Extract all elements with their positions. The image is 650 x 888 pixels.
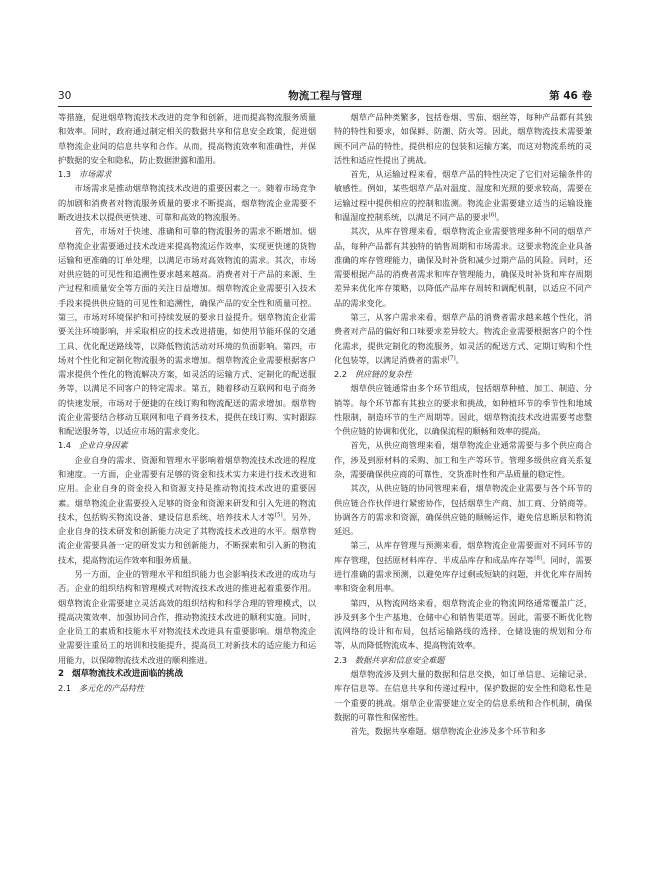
section-heading-2-2: 2.2 供应链的复杂性	[334, 369, 412, 380]
paragraph: 第三，从客户需求来看，烟草产品的消费者需求越来越个性化，消费者对产品的偏好和口味要求差异较大。物流企业需要根据客户的个性化需求，提供定制化的物流服务，如灵活的配送方式、定期订购和个性化包装等，以满足消费者的需求[7]。	[334, 311, 592, 365]
paragraph: 市场需求是推动烟草物流技术改进的重要因素之一。随着市场竞争的加剧和消费者对物流服务质量的要求不断提高，烟草物流企业需要不断改进技术以提供更快速、可靠和高效的物流服务。	[58, 183, 316, 222]
paragraph: 烟草供应链通常由多个环节组成，包括烟草种植、加工、制造、分销等。每个环节都有其独立的要求和挑战，如种植环节的季节性和地域性限制，制造环节的生产周期等。因此，烟草物流技术改进需要考虑整个供应链的协调和优化，以确保流程的顺畅和效率的提高。	[334, 383, 592, 437]
paragraph: 其次，从库存管理来看，烟草物流企业需要管理多种不同的烟草产品，每种产品都有其独特的销售周期和市场需求。这要求物流企业具备准确的库存管理能力，确保及时补货和减少过期产品的风险。同时，还需要根据产品的消费者需求和库存管理能力，确保及时补货和库存周期差异来优化库存策略，以降低产品库存周转和调配机制，以适应不同产品的需求变化。	[334, 226, 592, 308]
page-number: 30	[58, 90, 72, 102]
paragraph: 第四，从物流网络来看，烟草物流企业的物流网络通常覆盖广泛，涉及到多个生产基地、仓储中心和销售渠道等。因此，需要不断优化物流网络的设计和布局，包括运输路线的选择、仓储设施的规划和分布等，从而降低物流成本、提高物流效率。	[334, 597, 592, 651]
paragraph: 第三，从库存管理与预测来看，烟草物流企业需要面对不同环节的库存管理，包括原材料库存、半成品库存和成品库存等[8]。同时，需要进行准确的需求预测，以避免库存过剩或短缺的问题，并优化库存周转率和资金利用率。	[334, 540, 592, 594]
left-column	[58, 110, 316, 696]
header-rule	[58, 106, 592, 107]
paragraph: 企业自身的需求、资源和管理水平影响着烟草物流技术改进的程度和速度。一方面，企业需要有足够的资金和技术实力来进行技术改进和应用。企业自身的资金投入和资源支持是推动物流技术改进的重要因素。烟草物流企业需要投入足够的资金和资源来研发和引入先进的物流技术，包括购买物流设备、建设信息系统、培养技术人才等[5]。另外，企业自身的技术研发和创新能力决定了其物流技术改进的水平。烟草物流企业需要具备一定的研发实力和创新能力，不断探索和引入新的物流技术，提高物流运作效率和服务质量。	[58, 454, 316, 565]
section-heading-2-1: 2.1 多元化的产品特性	[58, 683, 144, 694]
paragraph: 等措施，促进烟草物流技术改进的竞争和创新，进而提高物流服务质量和效率。同时，政府通过制定相关的数据共享和信息安全政策，促进烟草物流企业间的信息共享和合作。从而，提高物流效率和准确性，并保护数据的安全和隐私，防止数据泄露和滥用。	[58, 112, 316, 165]
citation: [5]	[274, 512, 283, 519]
section-heading-1-4: 1.4 企业自身因素	[58, 440, 128, 451]
section-heading-2: 2 烟草物流技术改进面临的挑战	[58, 668, 184, 679]
citation: [7]	[447, 355, 456, 362]
paragraph: 首先，从供应商管理来看，烟草物流企业通常需要与多个供应商合作，涉及到原材料的采购、加工和生产等环节。管理多级供应商关系复杂，需要确保供应商的可靠性、交货准时性和产品质量的稳定性。	[334, 440, 592, 480]
paragraph: 烟草产品种类繁多，包括卷烟、雪茄、烟丝等，每种产品都有其独特的特性和要求，如保鲜、防潮、防火等。因此，烟草物流技术需要兼顾不同产品的特性，提供相应的包装和运输方案，而这对物流系统的灵活性和适应性提出了挑战。	[334, 112, 592, 165]
paragraph: 首先，数据共享难题。烟草物流企业涉及多个环节和多	[350, 726, 546, 737]
journal-name: 物流工程与管理	[288, 90, 362, 102]
paragraph: 首先，从运输过程来看，烟草产品的特性决定了它们对运输条件的敏感性。例如，某些烟草产品对温度、湿度和光照的要求较高，需要在运输过程中提供相应的控制和监测。物流企业需要建立适当的运输设施和温湿度控制系统，以满足不同产品的要求[6]。	[334, 169, 592, 222]
paragraph: 其次，从供应链的协同管理来看，烟草物流企业需要与各个环节的供应链合作伙伴进行紧密协作，包括烟草生产商、加工商、分销商等。协调各方的需求和资源，确保供应链的顺畅运作，避免信息断层和物流延迟。	[334, 483, 592, 537]
citation: [6]	[488, 212, 497, 219]
paragraph: 首先，市场对于快速、准确和可靠的物流服务的需求不断增加。烟草物流企业需要通过技术改进来提高物流运作效率，实现更快速的货物运输和更准确的订单处理，以满足市场对高效物流的需求。其次，市场对供应链的可见性和追溯性要求越来越高。消费者对于产品的来源、生产过程和质量安全等方面的关注日益增加。烟草物流企业需要引入技术手段来提供供应链的可见性和追溯性，确保产品的安全性和质量可控。第三，市场对环境保护和可持续发展的要求日益提升。烟草物流企业需要关注环境影响，并采取相应的技术改进措施，如使用节能环保的交通工具、优化配送路线等，以降低物流活动对环境的负面影响。第四，市场对个性化和定制化物流服务的需求增加。烟草物流企业需要根据客户需求提供个性化的物流解决方案，如灵活的运输方式、定制化的配送服务等，以满足不同客户的特定需求。第五，随着移动互联网和电子商务的快速发展，市场对于便捷的在线订购和物流配送的需求增加。烟草物流企业需要结合移动互联网和电子商务技术，提供在线订购、实时跟踪和配送服务等，以适应市场的需求变化。	[58, 226, 316, 437]
paragraph: 另一方面，企业的管理水平和组织能力也会影响技术改进的成功与否。企业的组织结构和管理模式对物流技术改进的推进起着重要作用。烟草物流企业需要建立灵活高效的组织结构和科学合理的管理模式，以提高决策效率、加强协同合作，推动物流技术改进的顺利实施。同时，企业员工的素质和技能水平对物流技术改进具有重要影响。烟草物流企业需要注重员工的培训和技能提升，提高员工对新技术的适应能力和运用能力，以保障物流技术改进的顺利推进。	[58, 569, 316, 665]
page-header	[58, 88, 592, 104]
section-heading-2-3: 2.3 数据共享和信息安全难题	[334, 654, 445, 665]
volume-label: 第 46 卷	[549, 90, 592, 102]
citation: [8]	[534, 554, 542, 561]
section-heading-1-3: 1.3 市场需求	[58, 169, 112, 180]
right-column	[334, 110, 592, 738]
paragraph: 烟草物流涉及到大量的数据和信息交换，如订单信息、运输记录、库存信息等。在信息共享和传递过程中，保护数据的安全性和隐私性是一个重要的挑战。烟草企业需要建立安全的信息系统和合作机制，确保数据的可靠性和保密性。	[334, 668, 592, 722]
